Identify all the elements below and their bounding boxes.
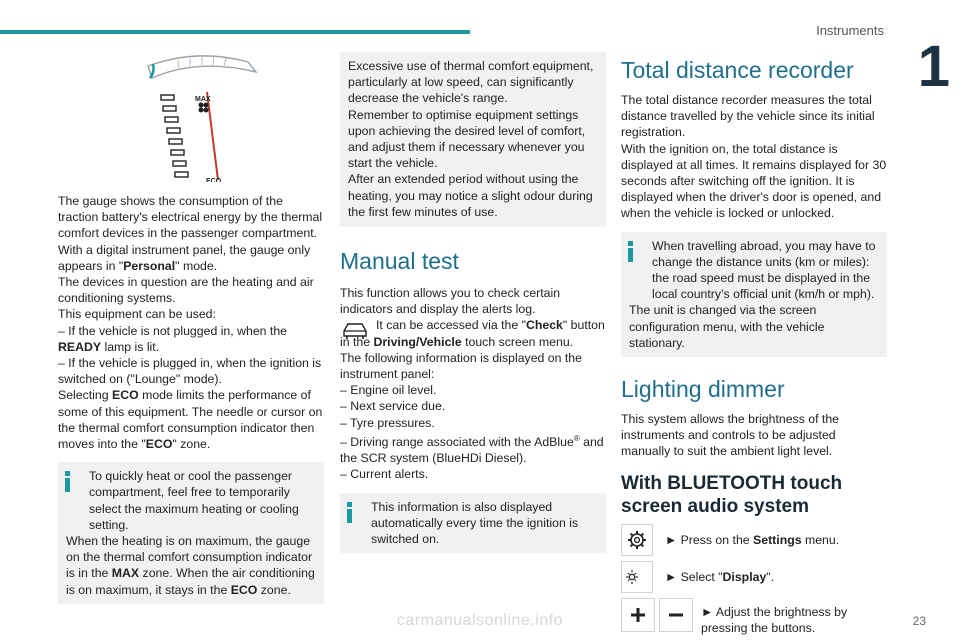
step-settings: ► Press on the Settings menu. [621, 524, 887, 556]
page-number: 23 [912, 614, 926, 628]
column-2 [340, 52, 606, 553]
step-display: ► Select "Display". [621, 561, 887, 593]
paragraph: This function allows you to check certain indicators and display the alerts log. [340, 286, 561, 317]
watermark: carmanualsonline.info [396, 612, 564, 629]
check-button-paragraph: It can be accessed via the "Check" button in the Driving/Vehicle touch screen menu. [340, 318, 605, 349]
section-heading-manual-test: Manual test [340, 248, 459, 275]
info-box: This information is also displayed automatically every time the ignition is switched on. [340, 493, 606, 554]
paragraph: The total distance recorder measures the total distance travelled by the vehicle since its initial registration. [621, 93, 875, 140]
gauge-eco-label: ECO [206, 178, 222, 182]
paragraph: The gauge shows the consumption of the traction battery's electrical energy by the thermal comfort devices in the passenger compartment. [58, 194, 323, 241]
section-title: Instruments [816, 23, 884, 38]
list-item: – Next service due. [340, 399, 446, 414]
column-3 [621, 56, 887, 636]
info-icon [65, 471, 70, 493]
step-adjust-brightness: ► Adjust the brightness by pressing the buttons. [621, 598, 887, 636]
subsection-heading: With BLUETOOTH touch screen audio system [621, 472, 843, 517]
info-icon [347, 502, 352, 524]
list-item: – If the vehicle is plugged in, when the ignition is switched on ("Lounge" mode). [58, 356, 322, 387]
info-icon [628, 241, 633, 263]
display-brightness-icon [621, 561, 653, 593]
paragraph: With the ignition on, the total distance is displayed at all times. It remains displayed for 30 seconds after switching off the ignition. It is displayed when the driver's door is opened, and when the vehicle is locked or unlocked. [621, 141, 887, 221]
paragraph: Selecting ECO mode limits the performance of some of this equipment. The needle or cursor on the thermal comfort consumption indicator then moves into the "ECO" zone. [58, 388, 323, 452]
paragraph: This equipment can be used: [58, 307, 216, 322]
gauge-max-label: MAX [195, 96, 211, 103]
chapter-number: 1 [917, 34, 950, 99]
list-item: – If the vehicle is not plugged in, when the READY lamp is lit. [58, 323, 288, 354]
paragraph: This system allows the brightness of the instruments and controls to be adjusted manually to suit the ambient light level. [621, 412, 840, 459]
car-check-icon [340, 319, 370, 341]
paragraph: With a digital instrument panel, the gauge only appears in "Personal" mode. [58, 242, 311, 273]
section-heading-lighting-dimmer: Lighting dimmer [621, 376, 785, 403]
info-box: When travelling abroad, you may have to change the distance units (km or miles): the road speed must be displayed in the local country’s official unit (km/h or mph). The unit is changed via the screen configuration menu, with the vehicle stationary. [621, 232, 887, 357]
settings-gear-icon [621, 524, 653, 556]
list-item: – Driving range associated with the AdBlue® and the SCR system (BlueHDi Diesel). [340, 433, 604, 466]
list-item: – Tyre pressures. [340, 415, 435, 430]
list-item: – Engine oil level. [340, 383, 437, 398]
consumption-gauge-illustration [58, 50, 324, 182]
thermal-consumption-gauge-icon [58, 50, 324, 182]
warning-box: Excessive use of thermal comfort equipment, particularly at low speed, can significantly decrease the vehicle's range. Remember to optimise equipment settings upon achieving the desired level of comfort, and adjust them if necessary whenever you start the vehicle. After an extended period without using the heating, you may notice a slight odour during the first few minutes of use. [340, 52, 606, 227]
section-heading-total-distance: Total distance recorder [621, 57, 854, 83]
paragraph: The following information is displayed on the instrument panel: [340, 350, 582, 382]
header-accent-bar [0, 30, 470, 34]
info-box: To quickly heat or cool the passenger compartment, feel free to temporarily select the maximum heating or cooling setting. When the heating is on maximum, the gauge on the thermal comfort consumption indicator is in the MAX zone. When the air conditioning is on maximum, it stays in the ECO zone. [58, 462, 324, 604]
list-item: – Current alerts. [340, 467, 429, 482]
column-1 [58, 50, 324, 604]
paragraph: The devices in question are the heating and air conditioning systems. [58, 275, 314, 306]
